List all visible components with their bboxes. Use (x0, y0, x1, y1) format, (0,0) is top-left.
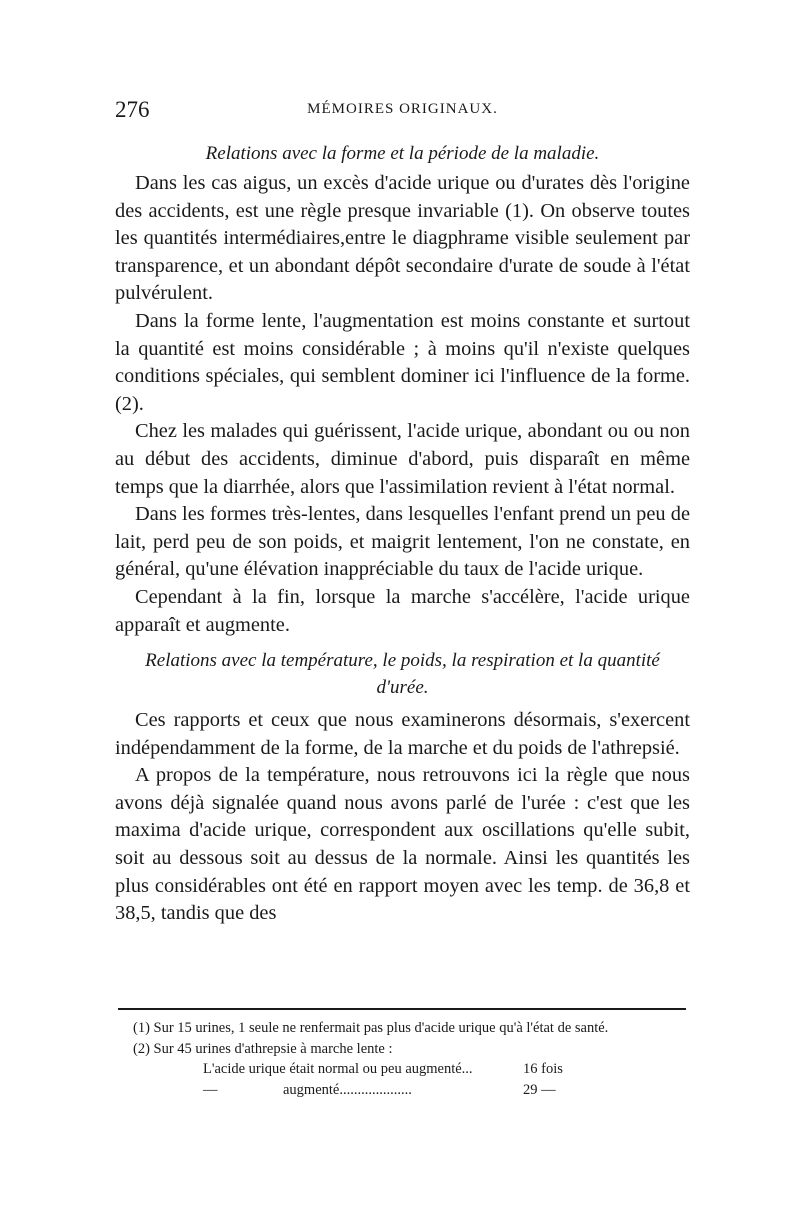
footnote-table-row (203, 1080, 690, 1101)
section-heading-temperature (115, 647, 690, 701)
section-heading-forme-periode: Relations avec la forme et la période de la maladie. (205, 143, 600, 164)
section-heading-line: Relations avec la température, le poids, la respiration et la quantité (145, 650, 660, 672)
footnotes (115, 1018, 690, 1100)
footnote-table (203, 1059, 690, 1100)
footnote-row-label (203, 1080, 523, 1101)
paragraph: Chez les malades qui guérissent, l'acide urique, abondant ou ou non au début des accidents, diminue d'abord, puis disparaît en même temps que la diarrhée, alors que l'assimilation revient à l'état normal. (115, 420, 690, 498)
footnote-row-label: L'acide urique était normal ou peu augmenté... (203, 1061, 473, 1077)
page-number: 276 (115, 97, 150, 122)
footnote-row-label-text: augmenté.................... (283, 1081, 412, 1098)
page-header (115, 97, 690, 127)
paragraph: Dans la forme lente, l'augmentation est moins constante et surtout la quantité est moins considérable ; à moins qu'il n'existe quelques conditions spéciales, qui semblent dominer ici l'influence de la forme. (2). (115, 309, 690, 415)
paragraph: Cependant à la fin, lorsque la marche s'accélère, l'acide urique apparaît et augmente. (115, 585, 690, 636)
paragraph: A propos de la température, nous retrouvons ici la règle que nous avons déjà signalée quand nous avons parlé de l'urée : c'est que les maxima d'acide urique, correspondent aux oscillations qu'elle subit, soit au dessous soit au dessus de la normale. Ainsi les quantités les plus considérables ont été en rapport moyen avec les temp. de 36,8 et 38,5, tandis que des (115, 764, 690, 925)
section-heading-line: d'urée. (376, 677, 429, 699)
footnote-divider (118, 1008, 686, 1010)
ditto-mark: — (203, 1081, 218, 1098)
paragraph: Ces rapports et ceux que nous examinerons désormais, s'exercent indépendamment de la forme, de la marche et du poids de l'athrepsié. (115, 709, 690, 759)
paragraph: Dans les formes très-lentes, dans lesquelles l'enfant prend un peu de lait, perd peu de son poids, et maigrit lentement, l'on ne constate, en général, qu'une élévation inappréciable du taux de l'acide urique. (115, 503, 690, 581)
footnote-row-count: 16 fois (523, 1061, 563, 1077)
running-title: MÉMOIRES ORIGINAUX. (307, 101, 498, 117)
paragraph: Dans les cas aigus, un excès d'acide urique ou d'urates dès l'origine des accidents, est une règle presque invariable (1). On observe toutes les quantités intermédiaires,entre le diagphrame visible seulement par transparence, et un abondant dépôt secondaire d'urate de soude à l'état pulvérulent. (115, 172, 690, 305)
footnote-row-count: 29 — (523, 1081, 556, 1098)
footnote-1: (1) Sur 15 urines, 1 seule ne renfermait pas plus d'acide urique qu'à l'état de santé. (133, 1020, 609, 1036)
footnote-table-row (203, 1059, 690, 1080)
footnote-2: (2) Sur 45 urines d'athrepsie à marche lente : (133, 1040, 393, 1057)
body-text (115, 140, 690, 928)
